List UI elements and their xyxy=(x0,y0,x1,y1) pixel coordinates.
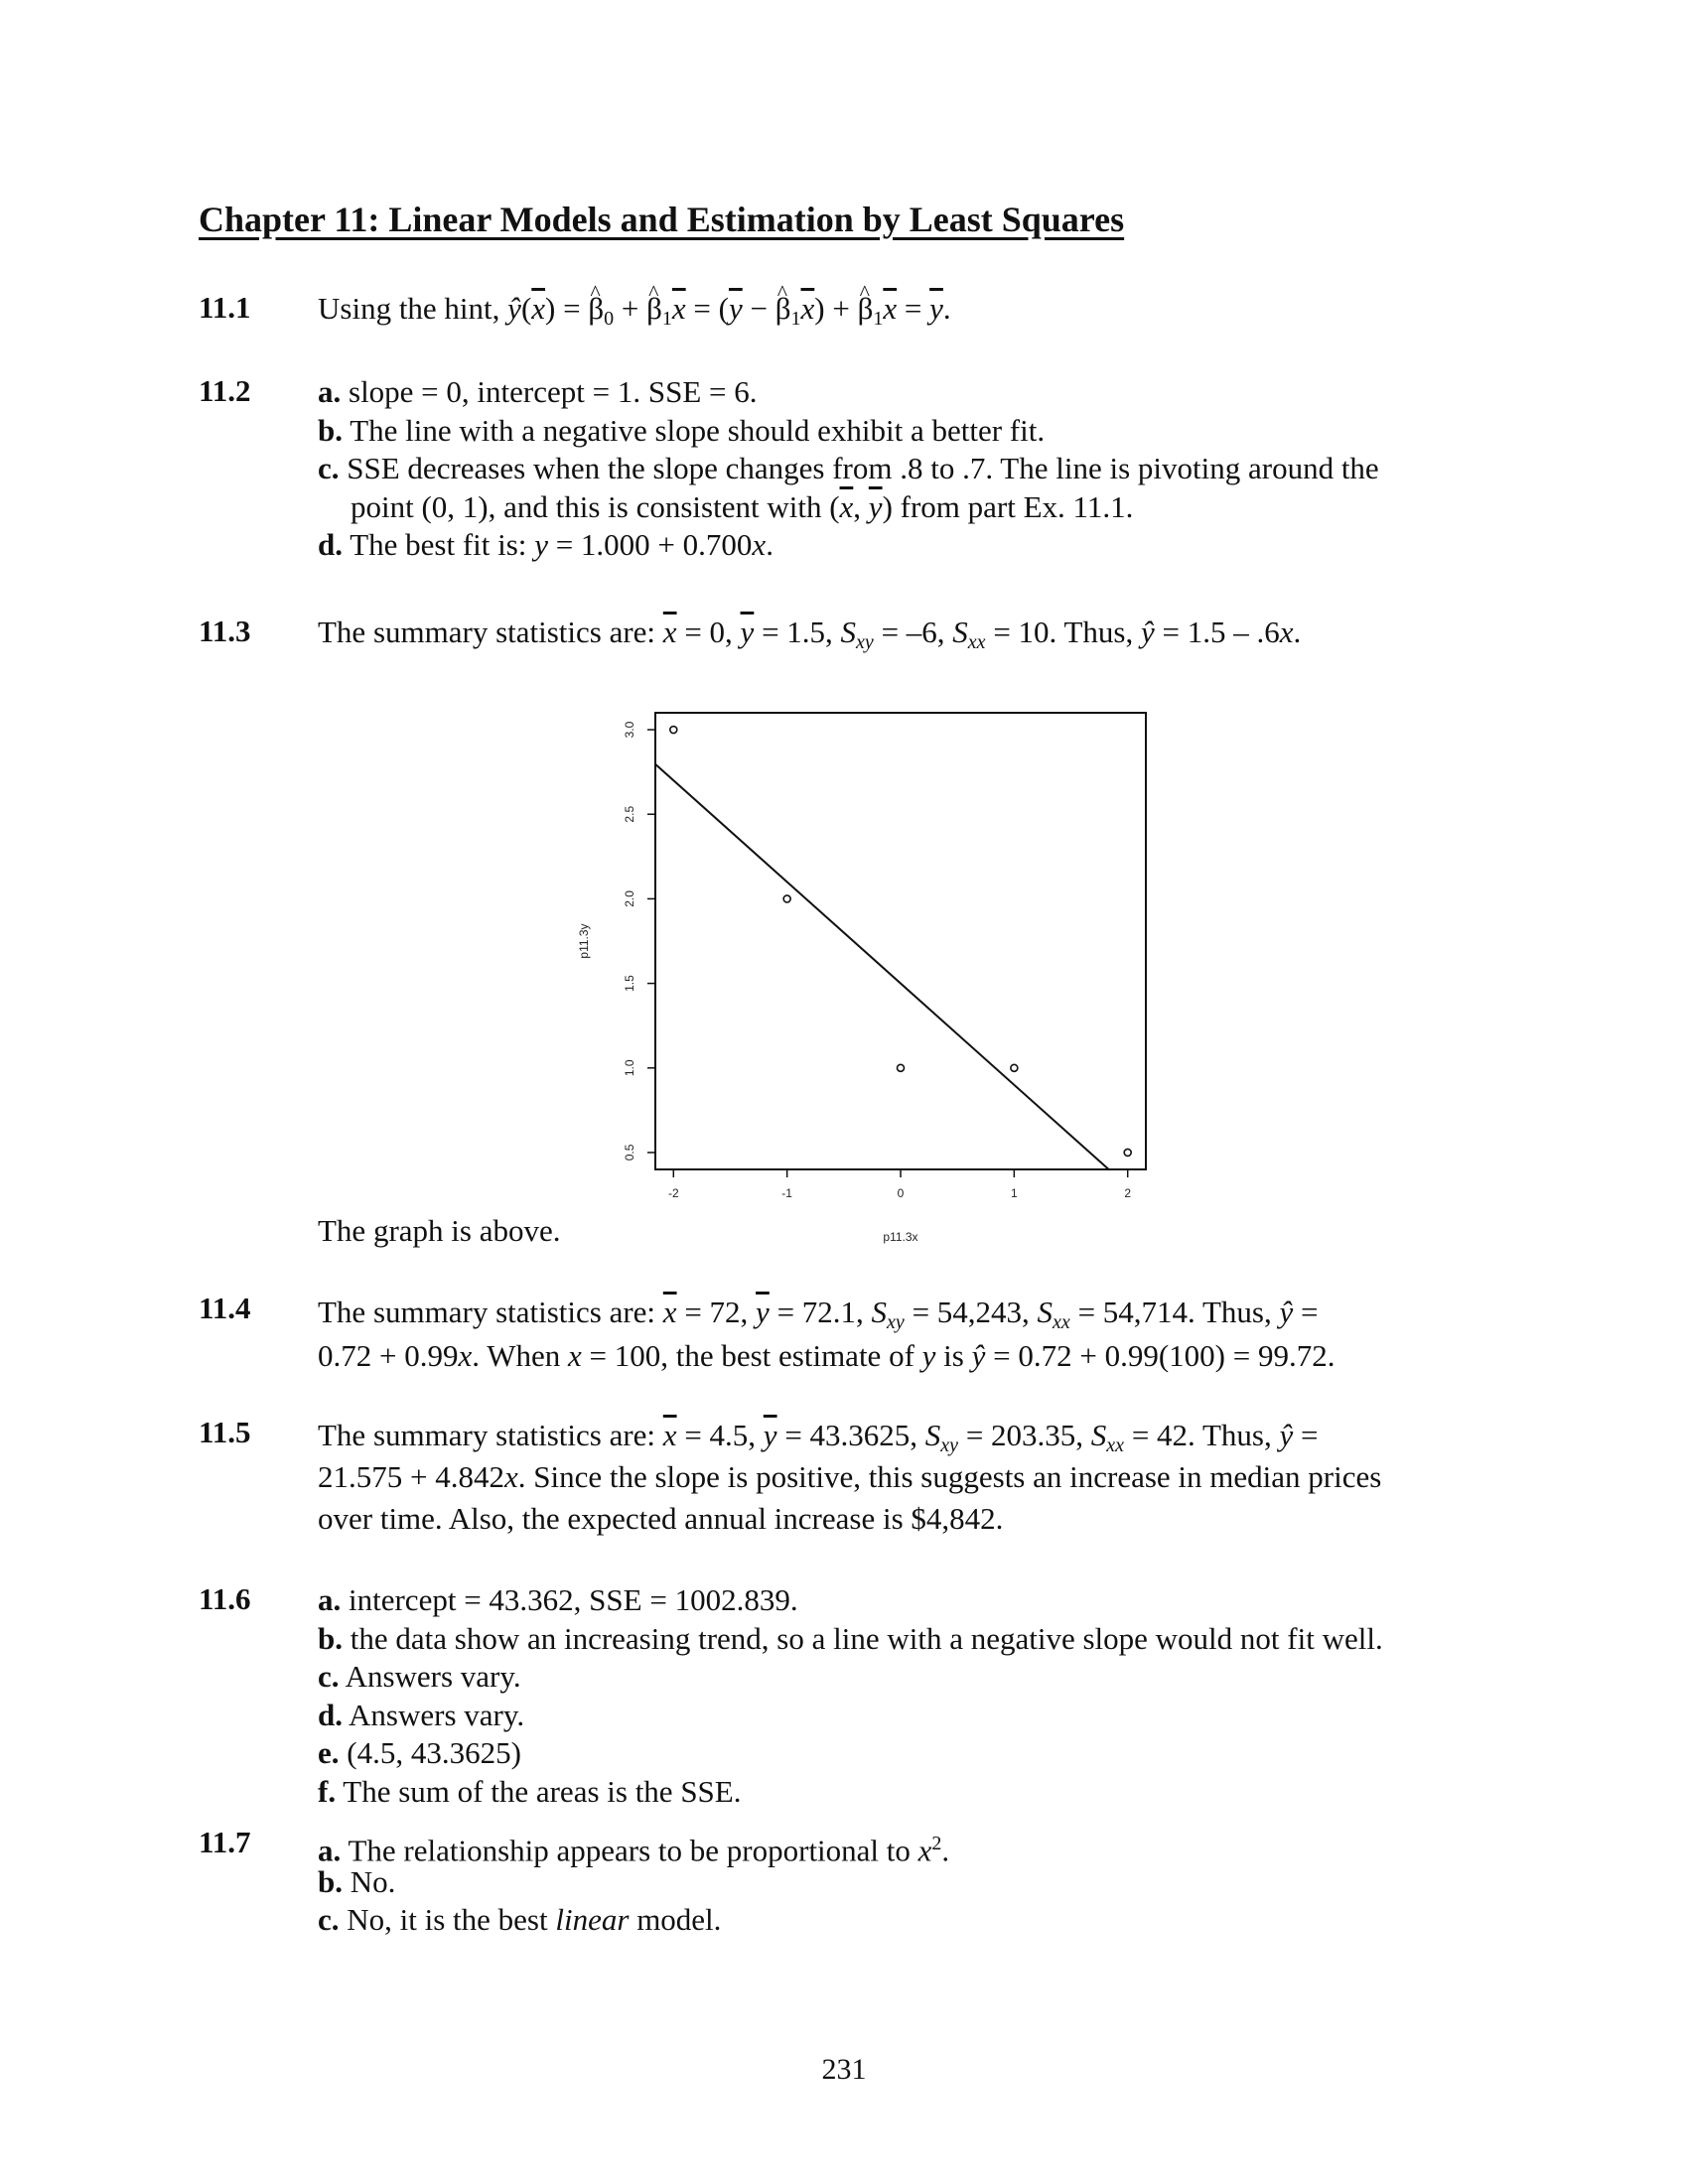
text: = 72.1, xyxy=(769,1295,872,1329)
beta-hat: ^ β xyxy=(775,290,791,329)
text: . When xyxy=(472,1338,568,1373)
beta-hat: ^ β xyxy=(646,290,662,329)
text: The summary statistics are: xyxy=(318,614,663,649)
part-text: ) from part Ex. 11.1. xyxy=(882,488,1134,524)
problem-11-2 xyxy=(318,373,1509,565)
part-text: The sum of the areas is the SSE. xyxy=(343,1773,742,1809)
math-var: x xyxy=(752,527,767,562)
x-bar: $\overline{x}$ xyxy=(883,291,898,326)
math-var: S xyxy=(871,1295,888,1329)
problem-number: 11.2 xyxy=(199,373,251,408)
text: . Since the slope is positive, this suggests an increase in median prices xyxy=(517,1459,1382,1494)
math-var: y xyxy=(534,527,548,562)
text: = –6, xyxy=(873,614,953,649)
problem-11-3 xyxy=(318,614,1509,652)
text: = 0.72 + 0.99(100) = 99.72. xyxy=(985,1338,1336,1373)
text: = 4.5, xyxy=(676,1418,764,1452)
math-text: = ( xyxy=(685,291,729,326)
part-text: model. xyxy=(629,1902,722,1937)
subscript: 1 xyxy=(790,308,801,330)
part-letter: a. xyxy=(318,1833,342,1868)
part-text: slope = 0, intercept = 1. SSE = 6. xyxy=(349,374,758,409)
beta-hat: ^ β xyxy=(858,290,874,329)
regression-line xyxy=(655,764,1146,1203)
problem-number: 11.1 xyxy=(199,290,251,325)
x-bar: $\overline{x}$ xyxy=(662,1295,677,1329)
math-var: y xyxy=(921,1338,936,1373)
page-number: 231 xyxy=(821,2053,867,2086)
problem-number: 11.3 xyxy=(199,614,251,648)
part-text: No, it is the best xyxy=(347,1902,556,1937)
part-text: Answers vary. xyxy=(345,1659,521,1694)
part-text: the data show an increasing trend, so a line with a negative slope would not fit well. xyxy=(350,1620,1383,1656)
problem-11-6 xyxy=(318,1581,1509,1811)
x-bar: $\overline{x}$ xyxy=(839,488,854,524)
math-var: x xyxy=(503,1459,518,1494)
part-text: (4.5, 43.3625) xyxy=(347,1735,521,1770)
math-text: − xyxy=(742,291,775,326)
y-tick-label: 0.5 xyxy=(623,1144,636,1161)
beta-hat: ^ β xyxy=(588,290,604,329)
part-text: point (0, 1), and this is consistent with ( xyxy=(351,488,840,524)
data-point xyxy=(783,895,790,902)
y-tick-label: 3.0 xyxy=(623,721,636,739)
y-hat: ŷ xyxy=(1279,1295,1294,1329)
math-var: x xyxy=(1279,614,1294,649)
problem-number: 11.6 xyxy=(199,1581,251,1616)
math-var: S xyxy=(840,614,857,649)
part-letter: f. xyxy=(318,1773,337,1809)
text: = 43.3625, xyxy=(776,1418,925,1452)
text: is xyxy=(935,1338,972,1373)
math-text: + xyxy=(614,291,647,326)
x-bar: $\overline{x}$ xyxy=(800,291,815,326)
y-hat: ŷ xyxy=(1279,1418,1294,1452)
y-bar: $\overline{y}$ xyxy=(728,291,743,326)
subscript: 1 xyxy=(873,308,884,330)
y-axis-label: p11.3y xyxy=(577,923,591,959)
text: = 72, xyxy=(676,1295,757,1329)
part-text: SSE decreases when the slope changes from .8 to .7. The line is pivoting around the xyxy=(347,451,1379,485)
x-bar: $\overline{x}$ xyxy=(531,291,546,326)
text: = 100, the best estimate of xyxy=(581,1338,922,1373)
part-letter: e. xyxy=(318,1735,340,1770)
math-text: , xyxy=(853,488,869,524)
subscript: xx xyxy=(1053,1311,1070,1333)
text: The summary statistics are: xyxy=(318,1418,663,1452)
graph-caption: The graph is above. xyxy=(318,1213,561,1248)
text: The summary statistics are: xyxy=(318,1295,663,1329)
x-tick-label: -2 xyxy=(667,1186,679,1200)
y-bar: $\overline{y}$ xyxy=(868,488,883,524)
math-text: = xyxy=(897,291,930,326)
math-var: S xyxy=(1090,1418,1107,1452)
text: 0.72 + 0.99 xyxy=(318,1338,459,1373)
subscript: xy xyxy=(856,631,874,653)
part-text: The line with a negative slope should exhibit a better fit. xyxy=(350,412,1046,448)
y-bar: $\overline{y}$ xyxy=(740,614,755,649)
text: = 1.5 – .6 xyxy=(1154,614,1280,649)
y-bar: $\overline{y}$ xyxy=(929,291,943,326)
x-bar: $\overline{x}$ xyxy=(662,614,677,649)
data-point xyxy=(1124,1149,1131,1156)
part-text: intercept = 43.362, SSE = 1002.839. xyxy=(349,1582,798,1617)
math-text: ) = xyxy=(545,291,589,326)
text: 21.575 + 4.842 xyxy=(318,1459,504,1494)
text: . xyxy=(1293,614,1302,649)
part-letter: d. xyxy=(318,1697,343,1732)
part-letter: c. xyxy=(318,451,340,485)
math-var: S xyxy=(924,1418,941,1452)
part-letter: b. xyxy=(318,1863,343,1899)
superscript: 2 xyxy=(931,1833,942,1854)
math-var: x xyxy=(917,1833,932,1868)
text: = 203.35, xyxy=(958,1418,1091,1452)
text: = 54,714. Thus, xyxy=(1069,1295,1280,1329)
y-bar: $\overline{y}$ xyxy=(756,1295,770,1329)
math-var: x xyxy=(458,1338,473,1373)
math-text: ) + xyxy=(814,291,858,326)
subscript: 0 xyxy=(604,308,615,330)
x-bar: $\overline{x}$ xyxy=(671,291,686,326)
scatter-plot xyxy=(556,695,1172,1251)
problem-11-4 xyxy=(318,1291,1509,1378)
math-var: S xyxy=(1037,1295,1054,1329)
y-tick-label: 2.5 xyxy=(623,805,636,823)
text: = 0, xyxy=(676,614,741,649)
math-text: . xyxy=(942,291,951,326)
text: Using the hint, xyxy=(318,291,500,326)
text: over time. Also, the expected annual increase is $4,842. xyxy=(318,1501,1004,1536)
y-tick-label: 2.0 xyxy=(623,890,636,907)
part-text: The best fit is: xyxy=(350,527,535,562)
text: = 42. Thus, xyxy=(1124,1418,1280,1452)
text: = 54,243, xyxy=(904,1295,1038,1329)
x-bar: $\overline{x}$ xyxy=(662,1418,677,1452)
y-hat: ŷ xyxy=(507,291,521,326)
math-var: x xyxy=(567,1338,582,1373)
part-letter: a. xyxy=(318,1582,342,1617)
x-tick-label: 1 xyxy=(1011,1186,1018,1200)
problem-number: 11.7 xyxy=(199,1825,251,1859)
y-tick-label: 1.5 xyxy=(623,975,636,992)
part-letter: c. xyxy=(318,1659,340,1694)
part-text: . xyxy=(941,1833,950,1868)
subscript: xx xyxy=(1106,1434,1125,1456)
text: = xyxy=(1293,1295,1319,1329)
problem-11-5 xyxy=(318,1415,1509,1540)
problem-number: 11.5 xyxy=(199,1415,251,1449)
problem-number: 11.4 xyxy=(199,1291,251,1325)
y-tick-label: 1.0 xyxy=(623,1059,636,1077)
part-text: The relationship appears to be proportional to xyxy=(348,1833,918,1868)
subscript: xy xyxy=(940,1434,959,1456)
part-letter: d. xyxy=(318,527,343,562)
data-point xyxy=(898,1064,905,1071)
problem-11-7 xyxy=(318,1825,1509,1940)
part-letter: b. xyxy=(318,1620,343,1656)
part-text: = 1.000 + 0.700 xyxy=(547,527,753,562)
y-bar: $\overline{y}$ xyxy=(763,1418,777,1452)
y-hat: ŷ xyxy=(971,1338,986,1373)
part-letter: b. xyxy=(318,412,343,448)
y-hat: ŷ xyxy=(1141,614,1155,649)
part-text: Answers vary. xyxy=(349,1697,525,1732)
part-letter: c. xyxy=(318,1902,340,1937)
subscript: xy xyxy=(887,1311,905,1333)
text: = 10. Thus, xyxy=(985,614,1141,649)
subscript: xx xyxy=(967,631,986,653)
x-axis-label: p11.3x xyxy=(883,1230,918,1244)
text: = xyxy=(1293,1418,1319,1452)
x-tick-label: 0 xyxy=(897,1186,905,1200)
part-text: No. xyxy=(350,1863,396,1899)
emphasis: linear xyxy=(555,1902,630,1937)
plot-frame xyxy=(655,713,1146,1169)
text: = 1.5, xyxy=(754,614,841,649)
chapter-title: Chapter 11: Linear Models and Estimation by Least Squares xyxy=(199,200,1125,239)
part-letter: a. xyxy=(318,374,342,409)
problem-11-1: Using the hint, $ŷ(\overline{x})$ = ^ $\beta_0$ + ^ $\beta_1\overline{x} = (\overline{y}$ − ^ $\beta_1\overline{x}$) + ^ $\beta_1\overline{x} = \overline{y}$. xyxy=(318,290,1509,329)
x-tick-label: 2 xyxy=(1124,1186,1132,1200)
data-point xyxy=(670,727,677,734)
part-text: . xyxy=(766,527,774,562)
math-var: S xyxy=(952,614,968,649)
subscript: 1 xyxy=(661,308,672,330)
x-tick-label: -1 xyxy=(781,1186,792,1200)
data-point xyxy=(1011,1064,1018,1071)
